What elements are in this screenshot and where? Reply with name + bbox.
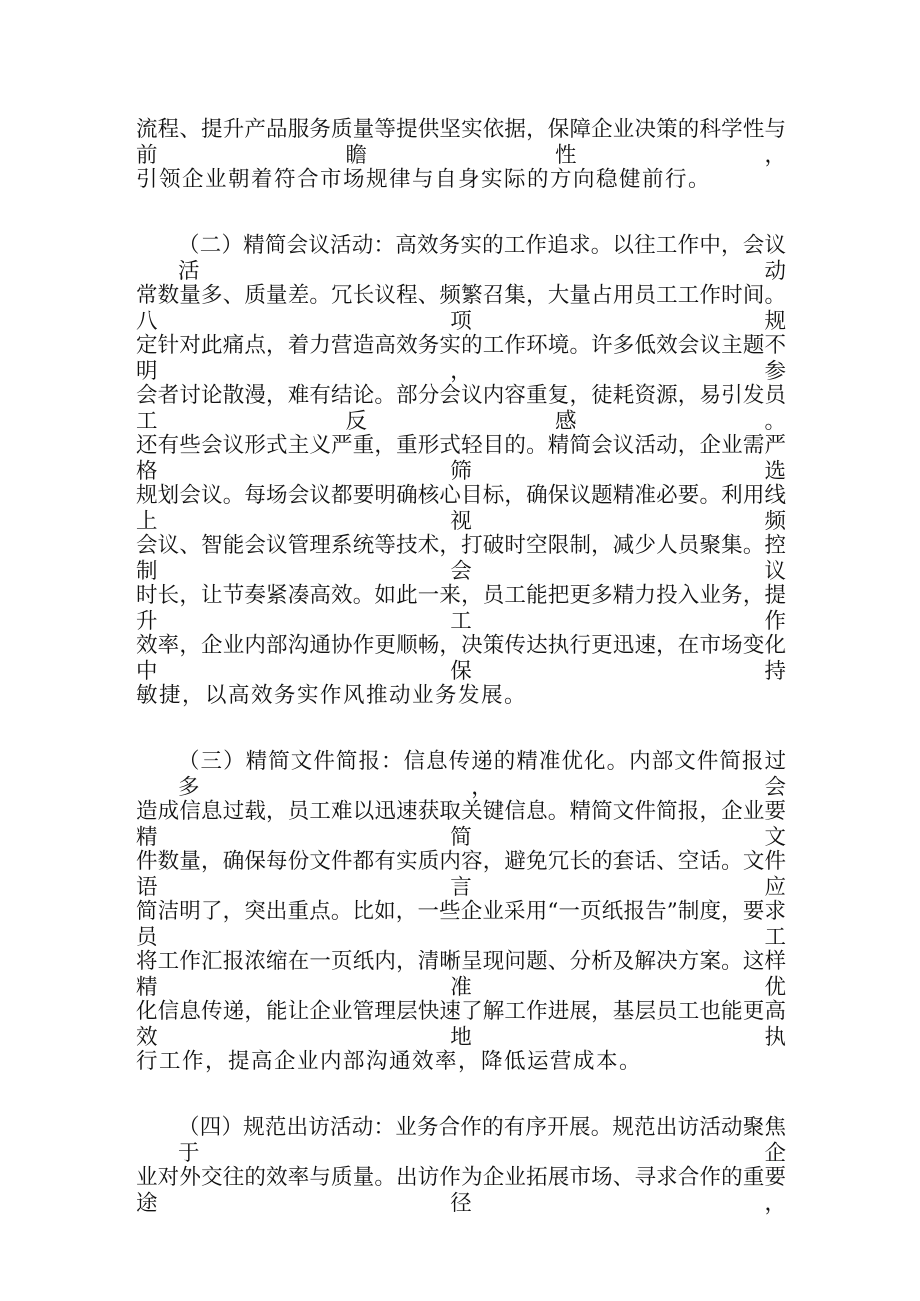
text-line: （三）精简文件简报：信息传递的精准优化。内部文件简报过多，会: [178, 749, 786, 800]
text-line: 流程、提升产品服务质量等提供坚实依据，保障企业决策的科学性与前瞻性，: [136, 117, 786, 168]
text-line: （四）规范出访活动：业务合作的有序开展。规范出访活动聚焦于企: [178, 1115, 786, 1166]
text-line: 定针对此痛点，着力营造高效务实的工作环境。许多低效会议主题不明，参: [136, 333, 786, 384]
text-line: 常数量多、质量差。冗长议程、频繁召集，大量占用员工工作时间。八项规: [136, 283, 786, 334]
text-line: 简洁明了，突出重点。比如，一些企业采用“一页纸报告”制度，要求员工: [136, 899, 786, 950]
text-line: 效率，企业内部沟通协作更顺畅，决策传达执行更迅速，在市场变化中保持: [136, 633, 786, 684]
text-line: 将工作汇报浓缩在一页纸内，清晰呈现问题、分析及解决方案。这样精准优: [136, 949, 786, 1000]
text-line: 化信息传递，能让企业管理层快速了解工作进展，基层员工也能更高效地执: [136, 999, 786, 1050]
text-line: 规划会议。每场会议都要明确核心目标，确保议题精准必要。利用线上视频: [136, 483, 786, 534]
text-line: 会议、智能会议管理系统等技术，打破时空限制，减少人员聚集。控制会议: [136, 533, 786, 584]
text-line: 业对外交往的效率与质量。出访作为企业拓展市场、寻求合作的重要途径，: [136, 1165, 786, 1216]
text-line: 件数量，确保每份文件都有实质内容，避免冗长的套话、空话。文件语言应: [136, 849, 786, 900]
text-line: 造成信息过载，员工难以迅速获取关键信息。精简文件简报，企业要精简文: [136, 799, 786, 850]
text-line: 会者讨论散漫，难有结论。部分会议内容重复，徒耗资源，易引发员工反感。: [136, 383, 786, 434]
text-line: 引领企业朝着符合市场规律与自身实际的方向稳健前行。: [136, 167, 712, 192]
text-line: 行工作，提高企业内部沟通效率，降低运营成本。: [136, 1049, 643, 1074]
text-line: 还有些会议形式主义严重，重形式轻目的。精简会议活动，企业需严格筛选: [136, 433, 786, 484]
text-line: （二）精简会议活动：高效务实的工作追求。以往工作中，会议活动: [178, 233, 786, 284]
text-line: 敏捷，以高效务实作风推动业务发展。: [136, 683, 528, 708]
text-line: 时长，让节奏紧凑高效。如此一来，员工能把更多精力投入业务，提升工作: [136, 583, 786, 634]
